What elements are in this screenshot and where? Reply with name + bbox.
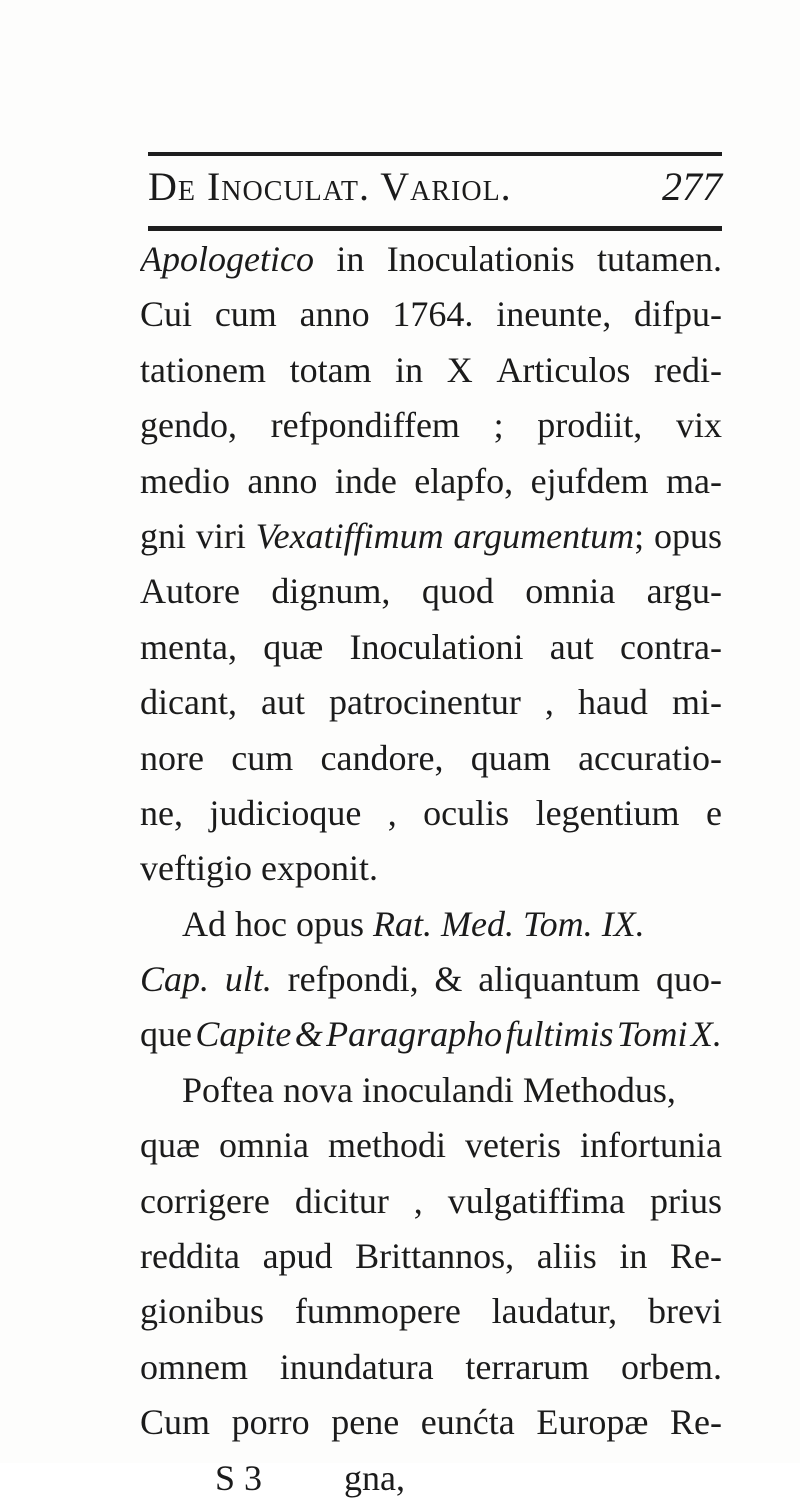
word bbox=[441, 897, 514, 952]
word bbox=[336, 232, 364, 287]
line-segment: mi- bbox=[671, 682, 722, 723]
line-segment: accuratio- bbox=[578, 737, 722, 778]
word bbox=[140, 343, 266, 398]
line-segment: Methodus, bbox=[522, 1069, 676, 1110]
body-text bbox=[140, 232, 722, 1506]
word bbox=[140, 287, 192, 342]
line-segment: aut bbox=[260, 682, 305, 723]
word bbox=[195, 1007, 291, 1062]
line-segment: Re- bbox=[669, 1402, 722, 1443]
word bbox=[295, 1284, 461, 1339]
word bbox=[263, 1229, 333, 1284]
text-line bbox=[140, 786, 722, 841]
line-segment: in bbox=[619, 1236, 648, 1277]
line-segment: Capite bbox=[195, 1014, 292, 1055]
footer-line bbox=[140, 1451, 722, 1506]
word bbox=[140, 564, 240, 619]
line-segment: veteris bbox=[465, 1125, 561, 1166]
text-line bbox=[140, 1284, 722, 1339]
word bbox=[140, 786, 183, 841]
line-segment: legentium bbox=[535, 792, 680, 833]
word bbox=[421, 1395, 515, 1450]
line-segment: opus bbox=[653, 515, 722, 556]
line-segment: eunćta bbox=[420, 1402, 515, 1443]
line-segment: anno bbox=[299, 294, 370, 335]
line-segment: Europæ bbox=[536, 1402, 649, 1443]
line-segment: ult. bbox=[224, 959, 272, 1000]
line-segment: menta, bbox=[140, 626, 237, 667]
line-segment: apud bbox=[262, 1236, 333, 1277]
word bbox=[140, 675, 237, 730]
word bbox=[140, 952, 209, 1007]
word bbox=[423, 786, 509, 841]
line-segment: Re- bbox=[670, 1236, 722, 1277]
text-line bbox=[140, 1007, 722, 1062]
line-segment: hoc bbox=[235, 903, 287, 944]
word bbox=[465, 1118, 561, 1173]
line-segment: exponit. bbox=[260, 848, 378, 889]
line-segment: inde bbox=[334, 460, 397, 501]
word bbox=[523, 897, 593, 952]
line-segment: redi- bbox=[654, 349, 722, 390]
word bbox=[140, 620, 237, 675]
line-segment: difpu- bbox=[634, 294, 722, 335]
word bbox=[478, 952, 640, 1007]
line-segment: quam bbox=[470, 737, 551, 778]
word bbox=[219, 1118, 309, 1173]
word bbox=[140, 232, 314, 287]
word bbox=[706, 786, 722, 841]
line-segment: e bbox=[705, 792, 722, 833]
line-segment: Med. bbox=[441, 903, 514, 944]
word bbox=[578, 675, 648, 730]
word bbox=[537, 398, 642, 453]
line-segment: ma- bbox=[665, 460, 722, 501]
word bbox=[494, 398, 504, 453]
page-number: 277 bbox=[662, 164, 722, 209]
line-segment: ne, bbox=[140, 792, 183, 833]
word bbox=[362, 1063, 514, 1118]
word bbox=[634, 287, 722, 342]
line-segment: oculis bbox=[423, 792, 510, 833]
line-segment: quæ bbox=[263, 626, 324, 667]
word bbox=[225, 952, 272, 1007]
text-line bbox=[140, 731, 722, 786]
line-segment: 1764. bbox=[392, 294, 474, 335]
word bbox=[691, 1007, 722, 1062]
line-segment: nova bbox=[282, 1069, 353, 1110]
word bbox=[602, 897, 645, 952]
text-line bbox=[140, 952, 722, 1007]
text-line bbox=[140, 287, 722, 342]
line-segment: infortunia bbox=[580, 1125, 722, 1166]
line-segment: nore bbox=[140, 737, 204, 778]
line-segment: Vexatiffimum bbox=[255, 515, 444, 556]
word bbox=[619, 1229, 647, 1284]
word bbox=[290, 343, 372, 398]
word bbox=[256, 509, 444, 564]
line-segment: Brittannos, bbox=[355, 1236, 515, 1277]
line-segment: X. bbox=[690, 1014, 722, 1055]
word bbox=[537, 1229, 597, 1284]
word bbox=[395, 343, 423, 398]
line-segment: aliquantum bbox=[478, 959, 641, 1000]
word bbox=[280, 1340, 434, 1395]
running-header bbox=[148, 160, 722, 230]
word bbox=[666, 454, 722, 509]
word bbox=[414, 1174, 423, 1229]
line-segment: dignum, bbox=[271, 571, 391, 612]
line-segment: IX. bbox=[601, 903, 645, 944]
line-segment: inoculandi bbox=[361, 1069, 514, 1110]
line-segment: veftigio bbox=[140, 848, 252, 889]
word bbox=[196, 509, 246, 564]
line-segment: ; bbox=[493, 405, 504, 446]
word bbox=[654, 343, 722, 398]
word bbox=[355, 1229, 514, 1284]
word bbox=[321, 731, 444, 786]
word bbox=[140, 1118, 200, 1173]
line-segment: inundatura bbox=[279, 1346, 434, 1387]
line-segment: & bbox=[434, 959, 463, 1000]
line-segment: que bbox=[140, 1014, 192, 1055]
word bbox=[215, 287, 277, 342]
word bbox=[647, 564, 722, 619]
word bbox=[670, 1395, 722, 1450]
word bbox=[621, 1340, 722, 1395]
line-segment: candore, bbox=[320, 737, 444, 778]
word bbox=[654, 509, 722, 564]
line-segment: ; bbox=[634, 515, 645, 556]
line-segment: brevi bbox=[648, 1291, 722, 1332]
line-segment: terrarum bbox=[465, 1346, 590, 1387]
word bbox=[271, 398, 460, 453]
line-segment: contra- bbox=[620, 626, 722, 667]
line-segment: viri bbox=[195, 515, 246, 556]
line-segment: porro bbox=[231, 1402, 310, 1443]
signature-mark: S 3 bbox=[215, 1457, 263, 1498]
word bbox=[648, 1284, 722, 1339]
line-segment: , bbox=[544, 682, 554, 723]
text-line bbox=[140, 343, 722, 398]
word bbox=[209, 786, 361, 841]
word bbox=[505, 1007, 613, 1062]
word bbox=[296, 897, 364, 952]
word bbox=[182, 897, 226, 952]
word bbox=[434, 952, 462, 1007]
line-segment: Paragrapho bbox=[326, 1014, 503, 1055]
line-segment: Apologetico bbox=[140, 239, 314, 279]
line-segment: cum bbox=[214, 294, 277, 335]
line-segment: , bbox=[413, 1180, 423, 1221]
word bbox=[550, 620, 594, 675]
word bbox=[656, 952, 722, 1007]
text-line bbox=[140, 398, 722, 453]
text-line bbox=[140, 841, 722, 896]
word bbox=[392, 287, 473, 342]
text-line bbox=[140, 1174, 722, 1229]
text-line bbox=[140, 232, 722, 287]
line-segment: ineunte, bbox=[496, 294, 612, 335]
word bbox=[496, 343, 630, 398]
word bbox=[620, 620, 722, 675]
word bbox=[545, 675, 554, 730]
line-segment: aut bbox=[549, 626, 594, 667]
word bbox=[140, 731, 204, 786]
line-segment: gendo, bbox=[140, 405, 237, 446]
line-segment: dicant, bbox=[140, 682, 237, 723]
line-segment: vix bbox=[675, 405, 722, 446]
line-segment: prodiit, bbox=[537, 405, 643, 446]
line-segment: vulgatiffima bbox=[447, 1180, 626, 1221]
word bbox=[232, 1395, 310, 1450]
word bbox=[271, 564, 390, 619]
line-segment: Articulos bbox=[496, 349, 631, 390]
word bbox=[263, 620, 323, 675]
line-segment: omnia bbox=[219, 1125, 310, 1166]
word bbox=[283, 1063, 353, 1118]
word bbox=[525, 564, 615, 619]
line-segment: gni bbox=[140, 515, 187, 556]
line-segment: gionibus bbox=[140, 1291, 265, 1332]
text-line bbox=[140, 509, 722, 564]
word bbox=[329, 675, 521, 730]
word bbox=[140, 398, 237, 453]
word bbox=[387, 232, 575, 287]
line-segment: opus bbox=[295, 903, 364, 944]
word bbox=[536, 1395, 648, 1450]
text-line bbox=[140, 1340, 722, 1395]
word bbox=[140, 509, 186, 564]
line-segment: Inoculationi bbox=[349, 626, 524, 667]
line-segment: Tom. bbox=[522, 903, 593, 944]
word bbox=[373, 897, 432, 952]
word bbox=[140, 1229, 240, 1284]
word bbox=[580, 1118, 722, 1173]
word bbox=[247, 454, 317, 509]
line-segment: Autore bbox=[140, 571, 240, 612]
line-segment: Cui bbox=[140, 294, 193, 335]
word bbox=[140, 454, 230, 509]
word bbox=[536, 786, 680, 841]
line-segment: tationem bbox=[140, 349, 266, 390]
word bbox=[471, 731, 551, 786]
word bbox=[492, 1284, 618, 1339]
word bbox=[578, 731, 722, 786]
line-segment: omnem bbox=[140, 1346, 248, 1387]
word bbox=[414, 454, 513, 509]
line-segment: X bbox=[446, 349, 473, 390]
word bbox=[140, 1395, 210, 1450]
line-segment: reddita bbox=[140, 1236, 240, 1277]
word bbox=[140, 1007, 192, 1062]
word bbox=[235, 897, 287, 952]
word bbox=[496, 287, 611, 342]
word bbox=[182, 1063, 274, 1118]
line-segment: fummopere bbox=[294, 1291, 461, 1332]
word bbox=[672, 675, 722, 730]
word bbox=[523, 1063, 676, 1118]
word bbox=[295, 1007, 323, 1062]
line-segment: prius bbox=[650, 1180, 722, 1221]
word bbox=[300, 287, 370, 342]
line-segment: medio bbox=[140, 460, 230, 501]
line-segment: totam bbox=[289, 349, 372, 390]
catchword: gna, bbox=[344, 1457, 406, 1498]
line-segment: omnia bbox=[525, 571, 616, 612]
line-segment: laudatur, bbox=[491, 1291, 618, 1332]
word bbox=[295, 1174, 389, 1229]
line-segment: refpondiffem bbox=[270, 405, 460, 446]
word bbox=[617, 1007, 688, 1062]
line-segment: haud bbox=[577, 682, 648, 723]
line-segment: quæ bbox=[140, 1125, 201, 1166]
line-segment: Inoculationis bbox=[386, 239, 575, 279]
word bbox=[288, 952, 419, 1007]
line-segment: dicitur bbox=[294, 1180, 389, 1221]
line-segment: in bbox=[395, 349, 424, 390]
word bbox=[447, 343, 473, 398]
line-segment: methodi bbox=[328, 1125, 447, 1166]
word bbox=[676, 398, 722, 453]
text-line bbox=[140, 620, 722, 675]
line-segment: Cap. bbox=[140, 959, 210, 1000]
line-segment: argumentum bbox=[453, 515, 635, 556]
line-segment: Ad bbox=[182, 903, 226, 944]
line-segment: judicioque bbox=[209, 792, 362, 833]
word bbox=[350, 620, 524, 675]
text-line bbox=[140, 675, 722, 730]
word bbox=[531, 454, 649, 509]
word bbox=[453, 509, 644, 564]
header-rule-bottom bbox=[148, 226, 722, 231]
line-segment: aliis bbox=[536, 1236, 597, 1277]
text-line bbox=[140, 1395, 722, 1450]
line-segment: argu- bbox=[646, 571, 722, 612]
word bbox=[140, 1174, 270, 1229]
word bbox=[597, 232, 722, 287]
word bbox=[261, 841, 378, 896]
word bbox=[140, 841, 252, 896]
line-segment: refpondi, bbox=[287, 959, 419, 1000]
line-segment: Poftea bbox=[182, 1069, 274, 1110]
line-segment: quo- bbox=[655, 959, 722, 1000]
word bbox=[331, 1395, 399, 1450]
text-line bbox=[140, 564, 722, 619]
line-segment: patrocinentur bbox=[328, 682, 521, 723]
word bbox=[650, 1174, 722, 1229]
line-segment: in bbox=[336, 239, 365, 279]
line-segment: Tomi bbox=[616, 1014, 688, 1055]
word bbox=[328, 1118, 446, 1173]
line-segment: Rat. bbox=[373, 903, 432, 944]
word bbox=[231, 731, 293, 786]
text-line bbox=[140, 1118, 722, 1173]
word bbox=[326, 1007, 502, 1062]
line-segment: fultimis bbox=[505, 1014, 614, 1055]
word bbox=[448, 1174, 625, 1229]
line-segment: pene bbox=[331, 1402, 400, 1443]
header-rule-top bbox=[148, 152, 722, 156]
text-line bbox=[140, 1229, 722, 1284]
line-segment: & bbox=[294, 1014, 323, 1055]
line-segment: Cum bbox=[140, 1402, 211, 1443]
line-segment: corrigere bbox=[140, 1180, 270, 1221]
text-line bbox=[140, 897, 722, 952]
line-segment: orbem. bbox=[621, 1346, 722, 1387]
word bbox=[140, 1284, 264, 1339]
line-segment: tutamen. bbox=[597, 239, 722, 279]
word bbox=[422, 564, 494, 619]
running-title: De Inoculat. Variol. bbox=[148, 164, 512, 209]
word bbox=[388, 786, 397, 841]
word bbox=[670, 1229, 722, 1284]
word bbox=[261, 675, 305, 730]
word bbox=[465, 1340, 589, 1395]
word bbox=[335, 454, 397, 509]
text-line bbox=[140, 454, 722, 509]
line-segment: ejufdem bbox=[530, 460, 649, 501]
line-segment: elapfo, bbox=[414, 460, 514, 501]
line-segment: quod bbox=[421, 571, 494, 612]
text-line bbox=[140, 1063, 722, 1118]
line-segment: anno bbox=[247, 460, 318, 501]
word bbox=[140, 1340, 248, 1395]
line-segment: , bbox=[387, 792, 397, 833]
line-segment: cum bbox=[231, 737, 294, 778]
